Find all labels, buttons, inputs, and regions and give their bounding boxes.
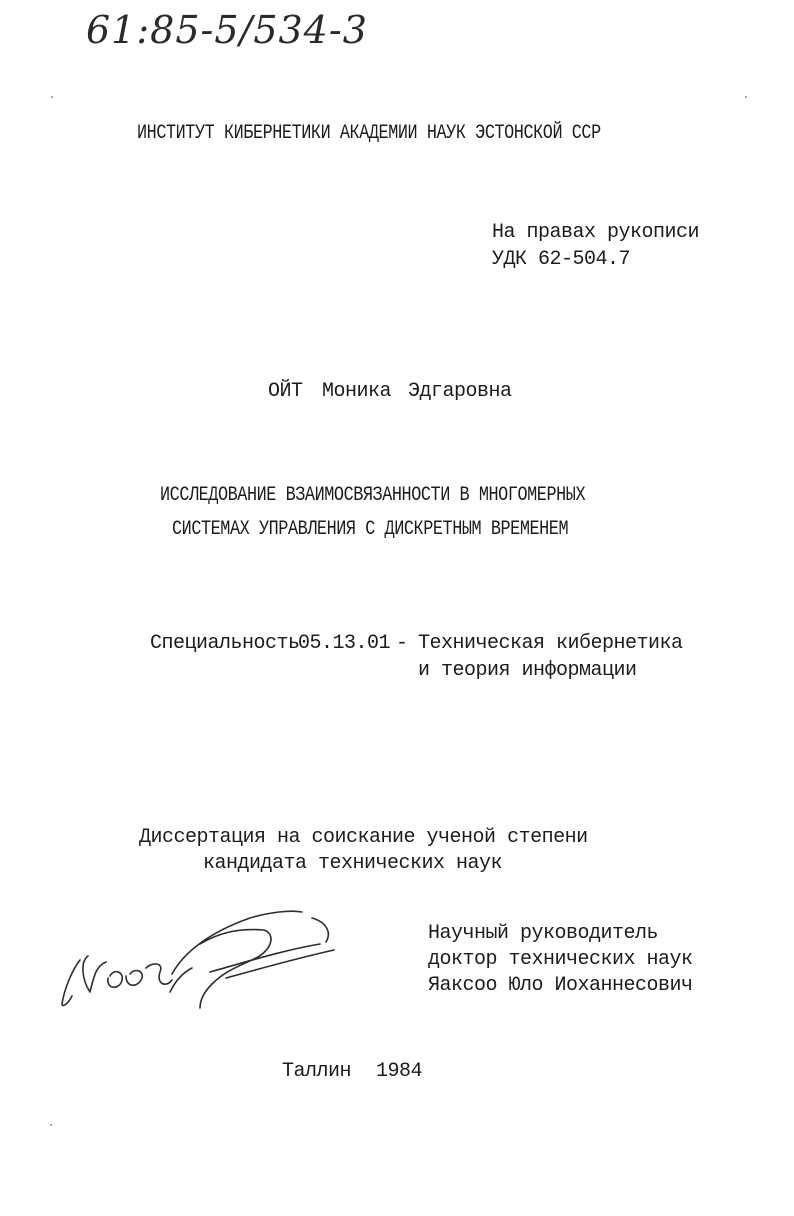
archive-code: 61:85-5/534-3	[86, 8, 368, 52]
specialty-code: 05.13.01	[298, 632, 391, 655]
udc-code: УДК 62-504.7	[492, 248, 631, 271]
author-surname: ОЙТ	[268, 380, 303, 403]
specialty-label: Специальность	[150, 632, 300, 655]
year: 1984	[376, 1060, 423, 1083]
specialty-dash: -	[396, 632, 408, 655]
title-line-2: СИСТЕМАХ УПРАВЛЕНИЯ С ДИСКРЕТНЫМ ВРЕМЕНЕМ	[172, 518, 569, 541]
supervisor-name: Яаксоо Юло Иоханнесович	[428, 974, 693, 997]
scan-speck	[51, 96, 53, 98]
scan-speck	[745, 96, 747, 98]
specialty-name-line-1: Техническая кибернетика	[418, 632, 683, 655]
supervisor-title: Научный руководитель	[428, 922, 659, 945]
supervisor-degree: доктор технических наук	[428, 948, 693, 971]
rights-line: На правах рукописи	[492, 221, 700, 244]
degree-line-2: кандидата технических наук	[203, 852, 503, 875]
author-signature	[50, 892, 340, 1012]
city: Таллин	[282, 1060, 352, 1083]
author-patronymic: Эдгаровна	[408, 380, 512, 403]
degree-line-1: Диссертация на соискание ученой степени	[139, 826, 588, 849]
title-line-1: ИССЛЕДОВАНИЕ ВЗАИМОСВЯЗАННОСТИ В МНОГОМЕРНЫХ	[160, 484, 586, 507]
institute-name: ИНСТИТУТ КИБЕРНЕТИКИ АКАДЕМИИ НАУК ЭСТОНСКОЙ ССР	[137, 122, 601, 145]
scan-speck	[50, 1124, 52, 1126]
author-name: Моника	[322, 380, 392, 403]
specialty-name-line-2: и теория информации	[418, 659, 637, 682]
